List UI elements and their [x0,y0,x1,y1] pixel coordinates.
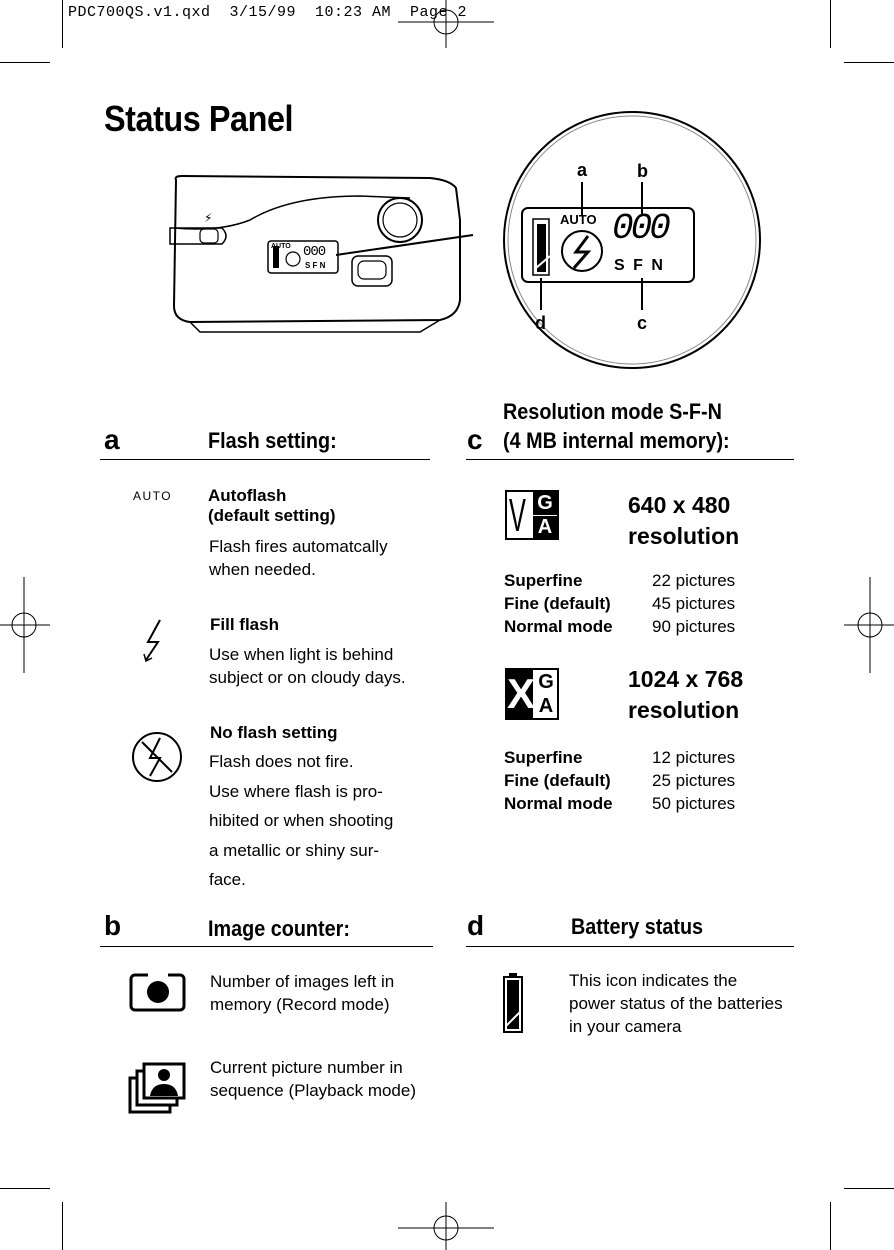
photo-stack-icon [128,1062,188,1116]
svg-text:⚡: ⚡ [204,211,213,225]
camera-status-panel-illustration [160,110,800,380]
battery-description: This icon indicates the power status of the batteries in your camera [569,971,783,1036]
xga-resolution-line2: resolution [628,697,740,723]
auto-icon-label: AUTO [133,489,173,503]
table-row [504,769,735,792]
no-flash-line: hibited or when shooting [209,811,394,830]
panel-auto-label: AUTO [560,212,597,227]
section-b-title: Image counter: [208,916,350,941]
autoflash-subtitle: (default setting) [208,506,336,525]
mode-cell: Fine (default) [504,770,611,790]
section-a-title: Flash setting: [208,428,337,453]
playback-mode-description: Current picture number in sequence (Playback mode) [210,1058,417,1100]
count-cell: 12 pictures [652,747,736,767]
section-b-letter: b [104,910,122,941]
callout-c: c [637,313,648,333]
panel-modes: S F N [614,257,663,274]
battery-icon [501,972,525,1034]
vga-badge-a: A [533,516,557,538]
mode-cell: Fine (default) [504,593,611,613]
count-cell: 90 pictures [652,616,736,636]
autoflash-description: Flash fires automatcally when needed. [209,537,388,579]
xga-badge-x: X [507,670,536,717]
xga-badge-a: A [538,695,554,717]
count-cell: 45 pictures [652,593,736,613]
page-title: Status Panel [104,98,294,139]
count-cell: 22 pictures [652,570,736,590]
count-cell: 25 pictures [652,770,736,790]
section-a-rule [100,459,430,460]
xga-badge-icon [505,668,559,720]
vga-badge-g: G [533,492,557,515]
section-d-title: Battery status [571,914,704,939]
section-c-letter: c [467,424,483,455]
callout-a: a [577,160,588,180]
camera-record-icon [128,972,188,1014]
no-flash-line: Use where flash is pro- [209,781,383,801]
count-cell: 50 pictures [652,793,736,813]
table-row [504,592,735,615]
vga-badge-icon [505,490,559,540]
no-flash-description [209,747,393,895]
xga-resolution-line1: 1024 x 768 [628,666,744,692]
section-d-letter: d [467,910,485,941]
flash-icon [140,618,170,664]
section-c-title-line2: (4 MB internal memory): [503,428,730,453]
fill-flash-title: Fill flash [210,615,279,634]
small-display-counter: 000 [303,244,326,260]
mode-cell: Superfine [504,747,583,767]
vga-resolution-line1: 640 x 480 [628,492,731,518]
xga-badge-g: G [538,671,554,693]
panel-counter: 000 [612,208,668,249]
mode-cell: Normal mode [504,616,613,636]
file-header-stamp: PDC700QS.v1.qxd 3/15/99 10:23 AM Page 2 [68,4,468,21]
xga-picture-table [504,746,735,815]
callout-d: d [535,313,546,333]
table-row [504,615,735,638]
record-mode-description: Number of images left in memory (Record mode) [210,972,395,1014]
small-display-auto: AUTO [271,243,291,250]
section-a-letter: a [104,424,120,455]
no-flash-line: a metallic or shiny sur- [209,840,380,860]
fill-flash-description: Use when light is behind subject or on cloudy days. [209,645,406,687]
no-flash-line: Flash does not fire. [209,752,354,771]
autoflash-title: Autoflash [208,486,287,505]
small-display-modes: S F N [305,261,326,270]
vga-badge-v: V [509,489,526,541]
section-c-title-line1: Resolution mode S-F-N [503,399,722,424]
vga-picture-table [504,569,735,638]
section-b-rule [100,946,433,947]
no-flash-icon [130,730,184,784]
mode-cell: Normal mode [504,793,613,813]
section-d-rule [466,946,794,947]
callout-b: b [637,161,648,181]
table-row [504,569,735,592]
table-row [504,746,735,769]
no-flash-line: face. [209,870,246,889]
table-row [504,792,735,815]
mode-cell: Superfine [504,570,583,590]
section-c-rule [466,459,794,460]
vga-resolution-line2: resolution [628,523,740,549]
no-flash-title: No flash setting [210,723,338,742]
